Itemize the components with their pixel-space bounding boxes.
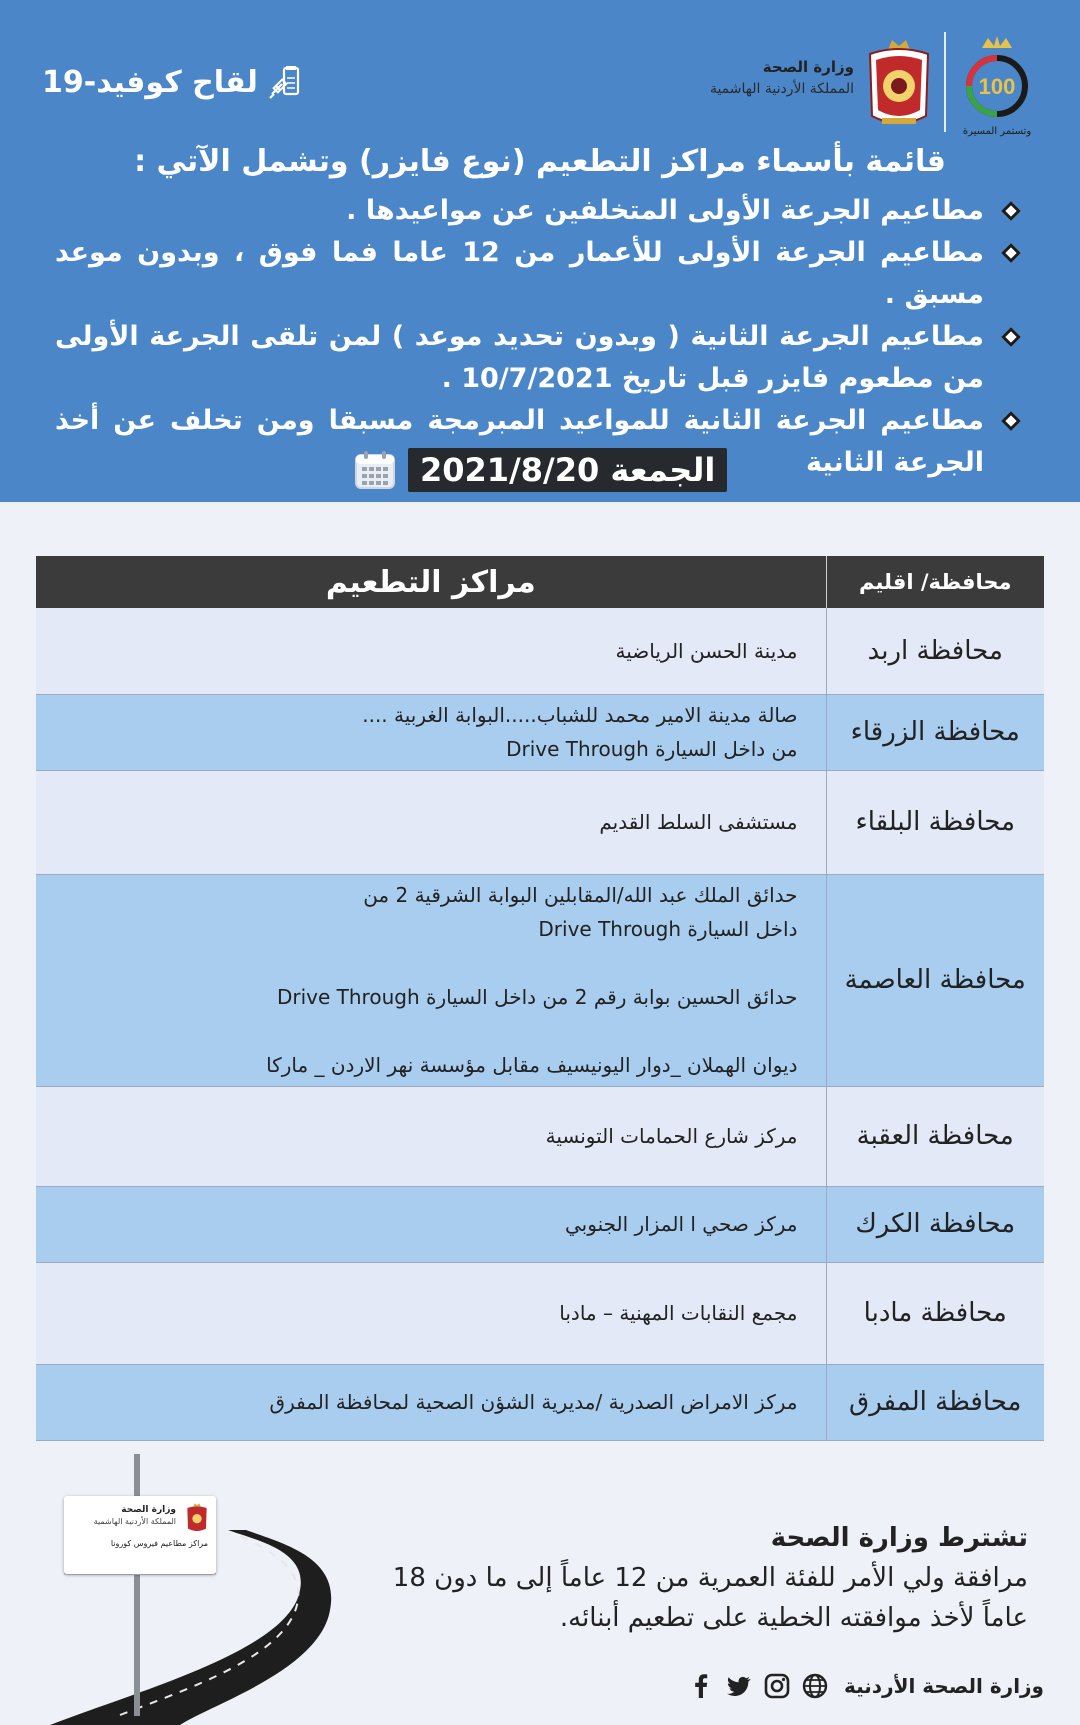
centennial-number: 100 xyxy=(978,74,1016,99)
centers-cell xyxy=(36,608,826,694)
centennial-logo xyxy=(952,28,1042,140)
bullet-text: مطاعيم الجرعة الثانية ( وبدون تحديد موعد ) لمن تلقى الجرعة الأولى من مطعوم فايزر قبل تاريخ 10/7/2021 . xyxy=(55,321,984,394)
date-bar xyxy=(354,448,727,492)
kingdom-name: المملكة الأردنية الهاشمية xyxy=(709,81,854,97)
center-gap xyxy=(56,1014,798,1048)
road-illustration xyxy=(50,1440,360,1725)
centers-cell xyxy=(36,694,826,770)
bullet-dot xyxy=(1001,327,1021,347)
brand-divider xyxy=(944,32,946,132)
center-name: مركز صحي ا المزار الجنوبي xyxy=(565,1212,798,1236)
governorate-cell: محافظة المفرق xyxy=(826,1364,1044,1440)
governorate-cell: محافظة الزرقاء xyxy=(826,694,1044,770)
governorate-cell: محافظة الكرك xyxy=(826,1186,1044,1262)
road-sign-illustration xyxy=(50,1440,360,1725)
requirement-body: مرافقة ولي الأمر للفئة العمرية من 12 عاماً إلى ما دون 18 عاماً لأخذ موافقته الخطية على تطعيم أبنائه. xyxy=(392,1563,1028,1633)
center-name: مركز الامراض الصدرية /مديرية الشؤن الصحية لمحافظة المفرق xyxy=(269,1390,798,1414)
instagram-icon[interactable] xyxy=(764,1673,790,1699)
globe-icon[interactable] xyxy=(802,1673,828,1699)
table-row xyxy=(36,608,1044,694)
center-gap xyxy=(56,946,798,980)
covid-title-text: لقاح كوفيد-19 xyxy=(42,64,258,100)
governorate-cell: محافظة مادبا xyxy=(826,1262,1044,1364)
center-name: مدينة الحسن الرياضية xyxy=(615,638,798,663)
header-banner xyxy=(0,0,1080,502)
bullet-dot xyxy=(1001,411,1021,431)
sign-board xyxy=(64,1496,216,1574)
bullet-item xyxy=(55,232,1020,316)
centennial-tagline: وتستمر المسيرة xyxy=(962,126,1032,137)
date-label: الجمعة 2021/8/20 xyxy=(408,448,727,492)
ministry-emblem xyxy=(862,36,936,132)
sign-emblem xyxy=(184,1502,210,1534)
table-header-row xyxy=(36,556,1044,608)
bullet-dot xyxy=(1001,243,1021,263)
requirement-title: تشترط وزارة الصحة xyxy=(770,1523,1028,1553)
center-name: داخل السيارة Drive Through xyxy=(538,917,798,941)
bullet-item xyxy=(55,190,1020,232)
governorate-cell: محافظة البلقاء xyxy=(826,770,1044,874)
table-row xyxy=(36,694,1044,770)
requirement-block xyxy=(388,1518,1028,1638)
center-name: صالة مدينة الامير محمد للشباب.....البوابة الغربية .... xyxy=(362,703,798,727)
ministry-social-name: وزارة الصحة الأردنية xyxy=(844,1674,1044,1698)
bullet-text: مطاعيم الجرعة الثانية للمواعيد المبرمجة مسبقا ومن تخلف عن أخذ الجرعة الثانية xyxy=(55,405,984,478)
centers-cell xyxy=(36,1186,826,1262)
center-name: حدائق الملك عبد الله/المقابلين البوابة الشرقية 2 من xyxy=(363,883,798,907)
center-name: مستشفى السلط القديم xyxy=(599,810,798,834)
bullet-list xyxy=(55,190,1020,484)
centers-cell xyxy=(36,1262,826,1364)
center-name: مجمع النقابات المهنية – مادبا xyxy=(559,1301,798,1325)
centers-cell xyxy=(36,770,826,874)
table-row xyxy=(36,1186,1044,1262)
bullet-item xyxy=(55,316,1020,400)
governorate-cell: محافظة العاصمة xyxy=(826,874,1044,1086)
social-bar xyxy=(682,1668,1044,1704)
twitter-icon[interactable] xyxy=(726,1673,752,1699)
column-header-centers: مراكز التطعيم xyxy=(36,556,826,608)
governorate-cell: محافظة اربد xyxy=(826,608,1044,694)
centers-cell xyxy=(36,1086,826,1186)
governorate-cell: محافظة العقبة xyxy=(826,1086,1044,1186)
calendar-icon xyxy=(354,450,396,490)
sign-caption: مراكز مطاعيم فيروس كورونا xyxy=(110,1539,208,1548)
table-row xyxy=(36,1086,1044,1186)
bullet-text: مطاعيم الجرعة الأولى للأعمار من 12 عاما فما فوق ، وبدون موعد مسبق . xyxy=(55,237,984,310)
center-name: حدائق الحسين بوابة رقم 2 من داخل السيارة Drive Through xyxy=(276,985,798,1009)
column-header-governorate: محافظة/ اقليم xyxy=(826,556,1044,608)
table-row xyxy=(36,1262,1044,1364)
ministry-name: وزارة الصحة xyxy=(762,58,854,76)
vaccine-icon xyxy=(268,64,304,100)
bullet-dot xyxy=(1001,201,1021,221)
table-row xyxy=(36,1364,1044,1440)
sign-kingdom: المملكة الأردنية الهاشمية xyxy=(93,1517,176,1526)
center-name: من داخل السيارة Drive Through xyxy=(506,737,798,761)
table-row xyxy=(36,874,1044,1086)
center-name: ديوان الهملان _دوار اليونيسيف مقابل مؤسسة نهر الاردن _ ماركا xyxy=(266,1053,798,1077)
headline: قائمة بأسماء مراكز التطعيم (نوع فايزر) وتشمل الآتي : xyxy=(134,144,946,179)
facebook-icon[interactable] xyxy=(688,1673,714,1699)
center-name: مركز شارع الحمامات التونسية xyxy=(545,1124,798,1148)
table-row xyxy=(36,770,1044,874)
sign-ministry: وزارة الصحة xyxy=(121,1505,176,1515)
covid-title xyxy=(42,62,304,102)
footer xyxy=(0,1440,1080,1725)
centers-cell xyxy=(36,1364,826,1440)
centers-cell xyxy=(36,874,826,1086)
bullet-text: مطاعيم الجرعة الأولى المتخلفين عن مواعيدها . xyxy=(346,195,984,226)
vaccination-centers-table xyxy=(36,556,1044,1441)
